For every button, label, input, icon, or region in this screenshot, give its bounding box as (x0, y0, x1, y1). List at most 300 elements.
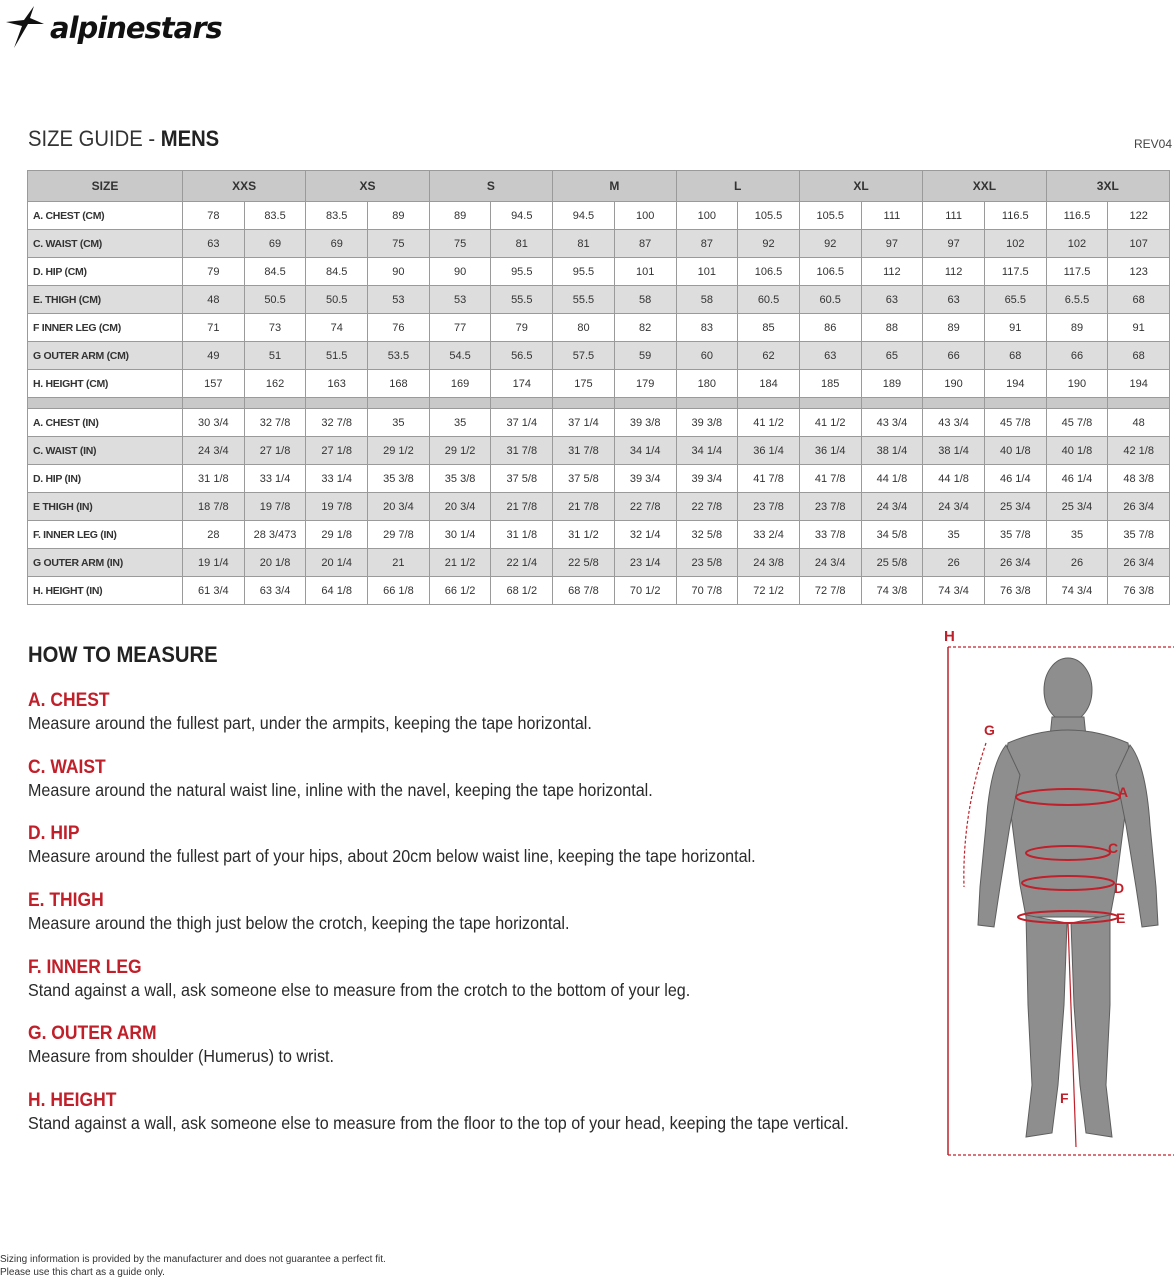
table-cell: 76 3/8 (984, 577, 1046, 605)
table-cell: 90 (368, 258, 430, 286)
table-cell: 24 3/4 (861, 493, 923, 521)
table-cell: 87 (614, 230, 676, 258)
table-cell: 76 (368, 314, 430, 342)
size-header-cell: XS (306, 171, 429, 202)
label-f: F (1060, 1090, 1069, 1106)
table-cell: 30 3/4 (183, 409, 245, 437)
table-cell: 83.5 (306, 202, 368, 230)
table-row (28, 465, 1170, 493)
table-cell: 88 (861, 314, 923, 342)
table-cell: 50.5 (244, 286, 306, 314)
measure-description: Measure from shoulder (Humerus) to wrist. (28, 1046, 335, 1066)
table-cell: 61 3/4 (183, 577, 245, 605)
label-e: E (1116, 910, 1126, 926)
table-cell: 112 (861, 258, 923, 286)
table-cell: 66 1/8 (368, 577, 430, 605)
size-header-cell: S (429, 171, 552, 202)
disclaimer (0, 1253, 386, 1279)
table-cell: 32 5/8 (676, 521, 738, 549)
table-cell: 194 (1108, 370, 1170, 398)
table-separator-row (28, 398, 1170, 409)
table-cell: 20 3/4 (429, 493, 491, 521)
table-cell: 116.5 (1046, 202, 1108, 230)
table-cell: 20 1/4 (306, 549, 368, 577)
table-cell: 43 3/4 (923, 409, 985, 437)
table-cell: 37 5/8 (491, 465, 553, 493)
table-cell: 58 (676, 286, 738, 314)
row-label: E. THIGH (CM) (28, 286, 183, 314)
row-label: C. WAIST (IN) (28, 437, 183, 465)
table-cell: 80 (553, 314, 615, 342)
table-cell: 92 (738, 230, 800, 258)
row-label: A. CHEST (CM) (28, 202, 183, 230)
table-cell: 106.5 (799, 258, 861, 286)
table-cell: 105.5 (738, 202, 800, 230)
label-d: D (1114, 880, 1125, 896)
table-row (28, 342, 1170, 370)
table-cell: 89 (368, 202, 430, 230)
table-cell: 48 (183, 286, 245, 314)
table-row (28, 286, 1170, 314)
measure-item (28, 757, 908, 801)
table-cell: 81 (553, 230, 615, 258)
measure-description: Stand against a wall, ask someone else to measure from the crotch to the bottom of your leg. (28, 980, 691, 1000)
table-cell: 74 3/4 (1046, 577, 1108, 605)
table-cell: 85 (738, 314, 800, 342)
table-cell: 51 (244, 342, 306, 370)
table-cell: 184 (738, 370, 800, 398)
table-cell: 39 3/4 (614, 465, 676, 493)
table-cell: 75 (429, 230, 491, 258)
table-cell: 97 (861, 230, 923, 258)
table-cell: 89 (429, 202, 491, 230)
table-cell: 102 (1046, 230, 1108, 258)
size-header-cell: SIZE (28, 171, 183, 202)
table-cell: 39 3/4 (676, 465, 738, 493)
table-cell: 168 (368, 370, 430, 398)
table-cell: 37 5/8 (553, 465, 615, 493)
table-cell: 27 1/8 (244, 437, 306, 465)
table-cell: 91 (1108, 314, 1170, 342)
label-c: C (1108, 840, 1119, 856)
table-cell: 6.5.5 (1046, 286, 1108, 314)
table-cell: 29 1/8 (306, 521, 368, 549)
table-cell: 97 (923, 230, 985, 258)
table-cell: 46 1/4 (984, 465, 1046, 493)
row-label: D. HIP (IN) (28, 465, 183, 493)
table-cell: 58 (614, 286, 676, 314)
table-cell: 105.5 (799, 202, 861, 230)
table-cell: 75 (368, 230, 430, 258)
table-cell: 84.5 (244, 258, 306, 286)
table-cell: 71 (183, 314, 245, 342)
table-cell: 22 7/8 (614, 493, 676, 521)
table-cell: 60.5 (738, 286, 800, 314)
table-cell: 26 (923, 549, 985, 577)
table-row (28, 314, 1170, 342)
table-cell: 41 7/8 (799, 465, 861, 493)
table-cell: 48 (1108, 409, 1170, 437)
table-cell: 31 7/8 (491, 437, 553, 465)
table-cell: 95.5 (553, 258, 615, 286)
table-cell: 29 1/2 (368, 437, 430, 465)
table-cell: 34 1/4 (614, 437, 676, 465)
row-label: D. HIP (CM) (28, 258, 183, 286)
table-cell: 55.5 (491, 286, 553, 314)
table-cell: 116.5 (984, 202, 1046, 230)
table-cell: 26 3/4 (1108, 549, 1170, 577)
label-g: G (984, 722, 995, 738)
table-cell: 81 (491, 230, 553, 258)
measure-heading: E. THIGH (28, 890, 104, 911)
table-cell: 101 (676, 258, 738, 286)
table-cell: 33 2/4 (738, 521, 800, 549)
size-table (27, 170, 1170, 605)
table-cell: 37 1/4 (491, 409, 553, 437)
table-cell: 111 (861, 202, 923, 230)
disclaimer-line-1: Sizing information is provided by the manufacturer and does not guarantee a perfect fit. (0, 1254, 386, 1265)
table-cell: 175 (553, 370, 615, 398)
measure-item (28, 823, 908, 867)
table-cell: 48 3/8 (1108, 465, 1170, 493)
table-row (28, 549, 1170, 577)
table-cell: 189 (861, 370, 923, 398)
table-cell: 21 7/8 (491, 493, 553, 521)
table-cell: 90 (429, 258, 491, 286)
measure-item (28, 957, 908, 1001)
table-cell: 64 1/8 (306, 577, 368, 605)
table-cell: 180 (676, 370, 738, 398)
table-cell: 83 (676, 314, 738, 342)
table-cell: 68 (1108, 342, 1170, 370)
table-cell: 169 (429, 370, 491, 398)
table-cell: 22 7/8 (676, 493, 738, 521)
table-cell: 31 1/8 (183, 465, 245, 493)
table-cell: 35 3/8 (368, 465, 430, 493)
page-title: SIZE GUIDE - MENS (28, 126, 220, 151)
table-header-row (28, 171, 1170, 202)
table-cell: 163 (306, 370, 368, 398)
table-cell: 19 7/8 (306, 493, 368, 521)
table-cell: 25 3/4 (984, 493, 1046, 521)
table-cell: 28 3/473 (244, 521, 306, 549)
table-cell: 94.5 (553, 202, 615, 230)
measure-heading: D. HIP (28, 823, 80, 844)
table-cell: 43 3/4 (861, 409, 923, 437)
table-cell: 87 (676, 230, 738, 258)
table-cell: 31 1/8 (491, 521, 553, 549)
table-cell: 107 (1108, 230, 1170, 258)
measure-item (28, 890, 908, 934)
table-cell: 53 (429, 286, 491, 314)
table-cell: 36 1/4 (799, 437, 861, 465)
table-row (28, 493, 1170, 521)
table-cell: 179 (614, 370, 676, 398)
table-cell: 57.5 (553, 342, 615, 370)
table-cell: 32 7/8 (244, 409, 306, 437)
table-cell: 35 (1046, 521, 1108, 549)
row-label: A. CHEST (IN) (28, 409, 183, 437)
table-cell: 56.5 (491, 342, 553, 370)
table-cell: 185 (799, 370, 861, 398)
measure-description: Measure around the natural waist line, inline with the navel, keeping the tape horizontal. (28, 780, 653, 800)
table-cell: 102 (984, 230, 1046, 258)
table-cell: 32 7/8 (306, 409, 368, 437)
table-row (28, 230, 1170, 258)
row-label: G OUTER ARM (IN) (28, 549, 183, 577)
row-label: H. HEIGHT (CM) (28, 370, 183, 398)
measure-description: Measure around the fullest part, under the armpits, keeping the tape horizontal. (28, 713, 592, 733)
table-cell: 73 (244, 314, 306, 342)
disclaimer-line-2: Please use this chart as a guide only. (0, 1267, 165, 1278)
table-cell: 25 3/4 (1046, 493, 1108, 521)
body-measurement-figure (940, 625, 1174, 1165)
table-cell: 194 (984, 370, 1046, 398)
table-cell: 72 1/2 (738, 577, 800, 605)
table-cell: 23 7/8 (799, 493, 861, 521)
table-cell: 122 (1108, 202, 1170, 230)
table-cell: 63 (923, 286, 985, 314)
table-cell: 36 1/4 (738, 437, 800, 465)
measure-heading: A. CHEST (28, 690, 110, 711)
table-cell: 63 (183, 230, 245, 258)
table-cell: 69 (306, 230, 368, 258)
table-cell: 32 1/4 (614, 521, 676, 549)
measure-heading: C. WAIST (28, 757, 106, 778)
measure-heading: F. INNER LEG (28, 957, 142, 978)
table-cell: 66 1/2 (429, 577, 491, 605)
table-cell: 100 (614, 202, 676, 230)
table-cell: 27 1/8 (306, 437, 368, 465)
table-cell: 40 1/8 (1046, 437, 1108, 465)
table-cell: 41 1/2 (799, 409, 861, 437)
size-header-cell: XXL (923, 171, 1046, 202)
table-cell: 59 (614, 342, 676, 370)
table-cell: 76 3/8 (1108, 577, 1170, 605)
table-cell: 49 (183, 342, 245, 370)
table-cell: 66 (1046, 342, 1108, 370)
brand-logo (4, 4, 222, 52)
table-cell: 31 1/2 (553, 521, 615, 549)
measure-item (28, 1023, 908, 1067)
table-row (28, 202, 1170, 230)
table-cell: 101 (614, 258, 676, 286)
table-cell: 44 1/8 (861, 465, 923, 493)
table-cell: 69 (244, 230, 306, 258)
table-row (28, 577, 1170, 605)
row-label: G OUTER ARM (CM) (28, 342, 183, 370)
how-to-measure-title: HOW TO MEASURE (28, 642, 218, 667)
table-cell: 63 (799, 342, 861, 370)
table-cell: 35 (368, 409, 430, 437)
table-cell: 50.5 (306, 286, 368, 314)
table-cell: 72 7/8 (799, 577, 861, 605)
table-cell: 22 5/8 (553, 549, 615, 577)
table-cell: 78 (183, 202, 245, 230)
measure-item (28, 1090, 908, 1134)
table-cell: 35 (429, 409, 491, 437)
row-label: C. WAIST (CM) (28, 230, 183, 258)
table-cell: 55.5 (553, 286, 615, 314)
table-cell: 86 (799, 314, 861, 342)
table-cell: 39 3/8 (676, 409, 738, 437)
table-cell: 29 1/2 (429, 437, 491, 465)
table-cell: 94.5 (491, 202, 553, 230)
table-cell: 74 3/4 (923, 577, 985, 605)
table-cell: 23 1/4 (614, 549, 676, 577)
size-header-cell: 3XL (1046, 171, 1169, 202)
table-cell: 54.5 (429, 342, 491, 370)
table-cell: 162 (244, 370, 306, 398)
measure-description: Stand against a wall, ask someone else to measure from the floor to the top of your head, keeping the tape vertical. (28, 1113, 849, 1133)
table-cell: 74 3/8 (861, 577, 923, 605)
table-cell: 65 (861, 342, 923, 370)
measure-item (28, 690, 908, 734)
table-cell: 34 1/4 (676, 437, 738, 465)
table-cell: 174 (491, 370, 553, 398)
table-cell: 45 7/8 (1046, 409, 1108, 437)
table-cell: 53 (368, 286, 430, 314)
table-cell: 24 3/8 (738, 549, 800, 577)
table-cell: 92 (799, 230, 861, 258)
row-label: F. INNER LEG (IN) (28, 521, 183, 549)
table-cell: 106.5 (738, 258, 800, 286)
table-cell: 53.5 (368, 342, 430, 370)
table-cell: 35 3/8 (429, 465, 491, 493)
table-cell: 117.5 (1046, 258, 1108, 286)
table-cell: 33 7/8 (799, 521, 861, 549)
table-row (28, 258, 1170, 286)
table-cell: 68 7/8 (553, 577, 615, 605)
table-cell: 100 (676, 202, 738, 230)
table-cell: 23 5/8 (676, 549, 738, 577)
table-cell: 20 1/8 (244, 549, 306, 577)
measure-heading: G. OUTER ARM (28, 1023, 157, 1044)
table-cell: 74 (306, 314, 368, 342)
table-cell: 37 1/4 (553, 409, 615, 437)
table-cell: 157 (183, 370, 245, 398)
table-cell: 42 1/8 (1108, 437, 1170, 465)
row-label: H. HEIGHT (IN) (28, 577, 183, 605)
table-cell: 111 (923, 202, 985, 230)
table-cell: 33 1/4 (244, 465, 306, 493)
table-cell: 18 7/8 (183, 493, 245, 521)
table-cell: 21 (368, 549, 430, 577)
table-cell: 51.5 (306, 342, 368, 370)
table-cell: 35 7/8 (984, 521, 1046, 549)
label-a: A (1118, 784, 1129, 800)
table-cell: 68 (1108, 286, 1170, 314)
row-label: E THIGH (IN) (28, 493, 183, 521)
table-cell: 45 7/8 (984, 409, 1046, 437)
table-cell: 23 7/8 (738, 493, 800, 521)
alpinestars-star-icon (4, 4, 48, 52)
table-row (28, 370, 1170, 398)
table-cell: 190 (923, 370, 985, 398)
measure-description: Measure around the thigh just below the crotch, keeping the tape horizontal. (28, 913, 570, 933)
table-cell: 84.5 (306, 258, 368, 286)
table-row (28, 521, 1170, 549)
size-header-cell: M (553, 171, 676, 202)
size-header-cell: L (676, 171, 799, 202)
table-cell: 25 5/8 (861, 549, 923, 577)
table-cell: 31 7/8 (553, 437, 615, 465)
table-cell: 39 3/8 (614, 409, 676, 437)
table-cell: 26 (1046, 549, 1108, 577)
table-cell: 41 1/2 (738, 409, 800, 437)
table-cell: 44 1/8 (923, 465, 985, 493)
table-cell: 33 1/4 (306, 465, 368, 493)
label-h: H (944, 628, 955, 645)
table-cell: 68 (984, 342, 1046, 370)
revision-label: REV04 (1133, 137, 1172, 151)
table-cell: 38 1/4 (923, 437, 985, 465)
table-cell: 30 1/4 (429, 521, 491, 549)
table-cell: 79 (491, 314, 553, 342)
table-cell: 19 7/8 (244, 493, 306, 521)
size-header-cell: XXS (183, 171, 306, 202)
table-cell: 91 (984, 314, 1046, 342)
table-cell: 38 1/4 (861, 437, 923, 465)
table-cell: 63 3/4 (244, 577, 306, 605)
table-cell: 95.5 (491, 258, 553, 286)
table-cell: 29 7/8 (368, 521, 430, 549)
table-cell: 26 3/4 (1108, 493, 1170, 521)
table-row (28, 409, 1170, 437)
table-cell: 24 3/4 (799, 549, 861, 577)
table-cell: 60 (676, 342, 738, 370)
brand-name: alpinestars (50, 11, 222, 45)
size-header-cell: XL (799, 171, 922, 202)
table-cell: 79 (183, 258, 245, 286)
table-cell: 34 5/8 (861, 521, 923, 549)
table-cell: 89 (923, 314, 985, 342)
table-cell: 24 3/4 (923, 493, 985, 521)
table-cell: 40 1/8 (984, 437, 1046, 465)
table-cell: 46 1/4 (1046, 465, 1108, 493)
table-cell: 28 (183, 521, 245, 549)
table-cell: 123 (1108, 258, 1170, 286)
table-cell: 41 7/8 (738, 465, 800, 493)
table-cell: 112 (923, 258, 985, 286)
table-cell: 65.5 (984, 286, 1046, 314)
table-cell: 190 (1046, 370, 1108, 398)
table-cell: 63 (861, 286, 923, 314)
table-cell: 24 3/4 (183, 437, 245, 465)
table-cell: 35 7/8 (1108, 521, 1170, 549)
table-cell: 21 1/2 (429, 549, 491, 577)
table-row (28, 437, 1170, 465)
table-cell: 35 (923, 521, 985, 549)
table-cell: 62 (738, 342, 800, 370)
table-cell: 117.5 (984, 258, 1046, 286)
measure-heading: H. HEIGHT (28, 1090, 117, 1111)
table-cell: 22 1/4 (491, 549, 553, 577)
table-cell: 20 3/4 (368, 493, 430, 521)
table-cell: 89 (1046, 314, 1108, 342)
table-cell: 82 (614, 314, 676, 342)
measure-description: Measure around the fullest part of your hips, about 20cm below waist line, keeping the tape horizontal. (28, 846, 756, 866)
table-cell: 70 7/8 (676, 577, 738, 605)
table-cell: 60.5 (799, 286, 861, 314)
table-cell: 66 (923, 342, 985, 370)
table-cell: 26 3/4 (984, 549, 1046, 577)
table-cell: 19 1/4 (183, 549, 245, 577)
table-cell: 68 1/2 (491, 577, 553, 605)
table-cell: 83.5 (244, 202, 306, 230)
table-cell: 21 7/8 (553, 493, 615, 521)
row-label: F INNER LEG (CM) (28, 314, 183, 342)
